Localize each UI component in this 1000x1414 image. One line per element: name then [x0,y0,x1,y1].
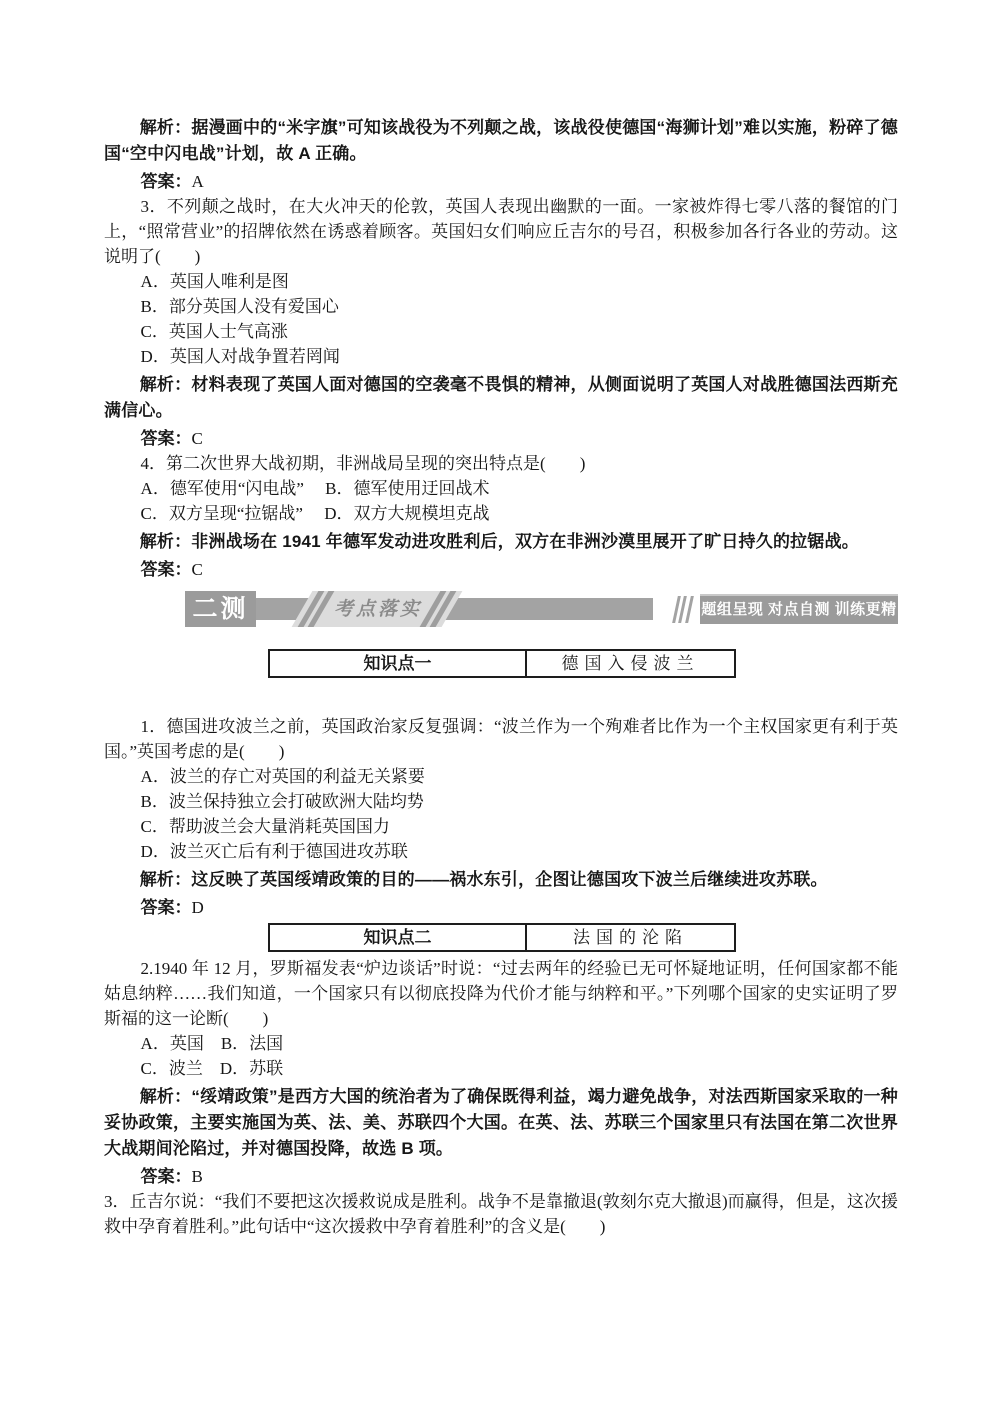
kp-label-cell: 知识点二 [270,925,527,950]
answer-label: 答案： [140,429,192,448]
banner-tagline: 题组呈现 对点自测 训练更精准 [700,594,898,624]
answer-label: 答案： [140,898,192,917]
option-line: C．英国人士气高涨 [140,322,288,341]
answer-line [104,557,898,582]
analysis-paragraph: 解析：据漫画中的“米字旗”可知该战役为不列颠之战，该战役使德国“海狮计划”难以实施，粉碎了德国“空中闪电战”计划，故 A 正确。 [104,118,898,163]
answer-line [104,426,898,451]
answer-line [104,169,898,194]
banner-badge: 二测 [185,591,256,627]
option-line: C．波兰 D．苏联 [140,1059,284,1078]
option-line: A．德军使用“闪电战” B．德军使用迂回战术 [140,479,490,498]
answer-label: 答案： [140,560,192,579]
stripe-icon [685,596,694,623]
kp-label-cell: 知识点一 [270,651,527,676]
answer-value: C [191,429,203,448]
answer-line [104,1164,898,1189]
option-line: B．波兰保持独立会打破欧洲大陆均势 [140,792,424,811]
analysis-paragraph: 解析：材料表现了英国人面对德国的空袭毫不畏惧的精神，从侧面说明了英国人对战胜德国法西斯充满信心。 [104,375,898,420]
answer-value: A [191,172,204,191]
option-line: A．英国人唯利是图 [140,272,289,291]
option-line: A．英国 B．法国 [140,1034,284,1053]
answer-label: 答案： [140,172,192,191]
question-paragraph: 3．不列颠之战时，在大火冲天的伦敦，英国人表现出幽默的一面。一家被炸得七零八落的餐馆的门上，“照常营业”的招牌依然在诱惑着顾客。英国妇女们响应丘吉尔的号召，积极参加各行各业的劳动。这说明了( ) [104,197,898,266]
question-paragraph: 3．丘吉尔说：“我们不要把这次援救说成是胜利。战争不是靠撤退(敦刻尔克大撤退)而赢得，但是，这次援救中孕育着胜利。”此句话中“这次援救中孕育着胜利”的含义是( ) [104,1192,898,1236]
option-line: A．波兰的存亡对英国的利益无关紧要 [140,767,425,786]
option-line: C．双方呈现“拉锯战” D．双方大规模坦克战 [140,504,490,523]
banner-slogan: 考点落实 [333,599,422,620]
knowledge-point-table-1 [268,649,736,678]
answer-label: 答案： [140,1167,192,1186]
answer-value: D [191,898,204,917]
kp-value-cell: 法国的沦陷 [573,928,688,947]
question-paragraph: 1．德国进攻波兰之前，英国政治家反复强调：“波兰作为一个殉难者比作为一个主权国家更有利于英国。”英国考虑的是( ) [104,717,898,761]
answer-line [104,895,898,920]
question-paragraph: 4．第二次世界大战初期，非洲战局呈现的突出特点是( ) [140,454,586,473]
analysis-paragraph: 解析：非洲战场在 1941 年德军发动进攻胜利后，双方在非洲沙漠里展开了旷日持久的拉锯战。 [139,532,859,551]
spacer [104,678,898,714]
option-line: C．帮助波兰会大量消耗英国国力 [140,817,390,836]
analysis-paragraph: 解析：“绥靖政策”是西方大国的统治者为了确保既得利益，竭力避免战争，对法西斯国家采取的一种妥协政策，主要实施国为英、法、美、苏联四个大国。在英、法、苏联三个国家里只有法国在第二次世界大战期间沦陷过，并对德国投降，故选 B 项。 [104,1087,898,1158]
kp-value-cell: 德国入侵波兰 [561,654,700,673]
option-line: D．英国人对战争置若罔闻 [140,347,340,366]
content-column [104,112,898,1239]
section-banner [104,591,898,646]
knowledge-point-table-2 [268,923,736,952]
answer-value: C [191,560,203,579]
analysis-paragraph: 解析：这反映了英国绥靖政策的目的——祸水东引，企图让德国攻下波兰后继续进攻苏联。 [139,870,828,889]
option-line: B．部分英国人没有爱国心 [140,297,339,316]
question-paragraph: 2.1940 年 12 月，罗斯福发表“炉边谈话”时说：“过去两年的经验已无可怀疑地证明，任何国家都不能姑息纳粹……我们知道，一个国家只有以彻底投降为代价才能与纳粹和平。”下列哪个国家的史实证明了罗斯福的这一论断( ) [104,959,898,1028]
answer-value: B [191,1167,203,1186]
option-line: D．波兰灭亡后有利于德国进攻苏联 [140,842,408,861]
